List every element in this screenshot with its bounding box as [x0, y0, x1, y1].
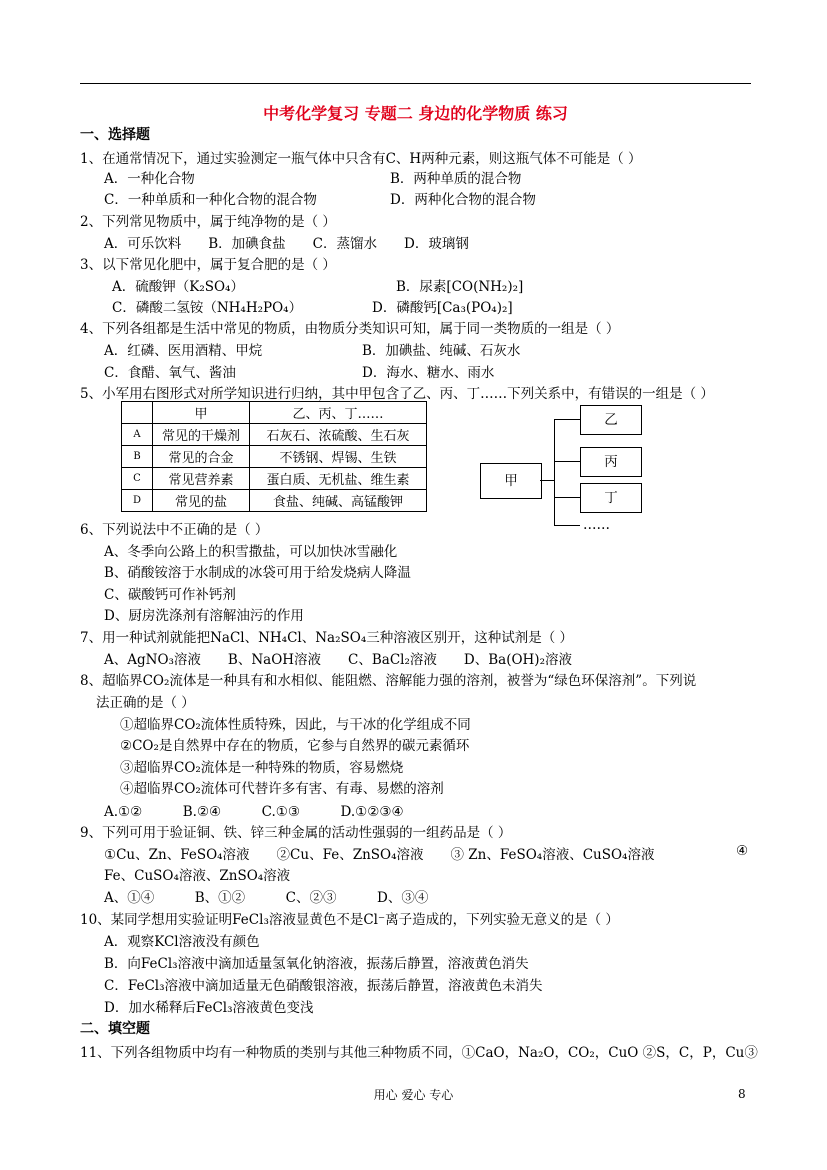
q2-options: A．可乐饮料 B．加碘食盐 C．蒸馏水 D．玻璃钢	[104, 236, 469, 252]
q6-option-d: D、厨房洗涤剂有溶解油污的作用	[104, 608, 304, 624]
page-number: 8	[738, 1087, 746, 1101]
diagram-connector	[540, 480, 554, 481]
q4-option-c: C．食醋、氧气、酱油	[104, 365, 236, 381]
diagram-root-box: 甲	[480, 463, 542, 499]
table-cell: D	[122, 490, 153, 512]
page-footer: 用心 爱心 专心	[373, 1088, 454, 1102]
question-10: 10、某同学想用实验证明FeCl₃溶液显黄色不是Cl⁻离子造成的，下列实验无意义的是（ ）	[80, 912, 619, 928]
q3-option-b: B．尿素[CO(NH₂)₂]	[396, 279, 524, 295]
diagram-more-label: ……	[583, 517, 610, 533]
question-11: 11、下列各组物质中均有一种物质的类别与其他三种物质不同，①CaO，Na₂O，CO₂，CuO ②S，C，P，Cu③	[80, 1045, 758, 1061]
question-5: 5、小军用右图形式对所学知识进行归纳，其中甲包含了乙、丙、丁……下列关系中，有错误的一组是（ ）	[80, 386, 714, 402]
table-cell: 不锈钢、焊锡、生铁	[250, 446, 427, 468]
q6-option-b: B、硝酸铵溶于水制成的冰袋可用于给发烧病人降温	[104, 565, 411, 581]
question-3: 3、以下常见化肥中，属于复合肥的是（ ）	[80, 257, 336, 273]
q1-option-a: A．一种化合物	[104, 171, 195, 187]
table-row	[122, 490, 427, 512]
q10-option-c: C．FeCl₃溶液中滴加适量无色硝酸银溶液，振荡后静置，溶液黄色未消失	[104, 978, 543, 994]
q9-reagent-set-4-label: ④	[736, 843, 749, 859]
table-cell: 常见的合金	[153, 446, 250, 468]
table-cell: 石灰石、浓硫酸、生石灰	[250, 424, 427, 446]
q8-statement-4: ④超临界CO₂流体可代替许多有害、有毒、易燃的溶剂	[120, 781, 444, 797]
table-row	[122, 446, 427, 468]
q4-option-d: D．海水、糖水、雨水	[362, 365, 495, 381]
table-cell: C	[122, 468, 153, 490]
diagram-child-box: 丁	[580, 483, 642, 513]
q4-option-a: A．红磷、医用酒精、甲烷	[104, 343, 263, 359]
q6-option-c: C、碳酸钙可作补钙剂	[104, 587, 236, 603]
q10-option-d: D．加水稀释后FeCl₃溶液黄色变浅	[104, 1000, 314, 1016]
q9-reagent-set-4: Fe、CuSO₄溶液、ZnSO₄溶液	[104, 868, 291, 884]
q6-option-a: A、冬季向公路上的积雪撒盐，可以加快冰雪融化	[104, 544, 398, 560]
table-cell: 食盐、纯碱、高锰酸钾	[250, 490, 427, 512]
diagram-branch-line	[554, 525, 580, 526]
q7-options: A、AgNO₃溶液 B、NaOH溶液 C、BaCl₂溶液 D、Ba(OH)₂溶液	[104, 652, 572, 668]
q1-option-d: D．两种化合物的混合物	[390, 192, 536, 208]
question-2: 2、下列常见物质中，属于纯净物的是（ ）	[80, 214, 336, 230]
table-cell: 常见的干燥剂	[153, 424, 250, 446]
table-row	[122, 468, 427, 490]
diagram-branch-line	[554, 419, 580, 420]
q8-statement-2: ②CO₂是自然界中存在的物质，它参与自然界的碳元素循环	[120, 738, 470, 754]
question-9: 9、下列可用于验证铜、铁、锌三种金属的活动性强弱的一组药品是（ ）	[80, 825, 512, 841]
question-8: 8、超临界CO₂流体是一种具有和水相似、能阻燃、溶解能力强的溶剂，被誉为“绿色环保溶剂”。下列说	[80, 673, 697, 689]
classification-table	[121, 401, 427, 512]
q3-option-c: C．磷酸二氢铵（NH₄H₂PO₄）	[112, 300, 303, 316]
question-6: 6、下列说法中不正确的是（ ）	[80, 522, 269, 538]
q3-option-d: D．磷酸钙[Ca₃(PO₄)₂]	[372, 300, 513, 316]
table-cell: B	[122, 446, 153, 468]
section-heading-fill: 二、填空题	[80, 1021, 150, 1037]
diagram-branch-line	[554, 497, 580, 498]
section-heading-choice: 一、选择题	[80, 127, 150, 143]
q10-option-b: B．向FeCl₃溶液中滴加适量氢氧化钠溶液，振荡后静置，溶液黄色消失	[104, 956, 529, 972]
q9-options: A、①④ B、①② C、②③ D、③④	[104, 890, 429, 906]
q9-reagent-sets: ①Cu、Zn、FeSO₄溶液 ②Cu、Fe、ZnSO₄溶液 ③ Zn、FeSO₄溶液、CuSO₄溶液	[104, 847, 655, 863]
diagram-child-box: 丙	[580, 447, 642, 477]
table-cell: 蛋白质、无机盐、维生素	[250, 468, 427, 490]
q10-option-a: A．观察KCl溶液没有颜色	[104, 934, 260, 950]
diagram-child-box: 乙	[580, 405, 642, 435]
q1-option-b: B．两种单质的混合物	[390, 171, 522, 187]
diagram-trunk-line	[554, 419, 555, 526]
question-8-cont: 法正确的是（ ）	[96, 695, 195, 711]
q8-statement-1: ①超临界CO₂流体性质特殊，因此，与干冰的化学组成不同	[120, 717, 471, 733]
table-header-cell: 乙、丙、丁……	[250, 402, 427, 424]
table-header-cell: 甲	[153, 402, 250, 424]
q8-options: A.①② B.②④ C.①③ D.①②③④	[104, 804, 404, 820]
q3-option-a: A．硫酸钾（K₂SO₄）	[112, 279, 244, 295]
header-rule	[80, 83, 751, 84]
table-cell: A	[122, 424, 153, 446]
q1-option-c: C．一种单质和一种化合物的混合物	[104, 192, 317, 208]
question-7: 7、用一种试剂就能把NaCl、NH₄Cl、Na₂SO₄三种溶液区别开，这种试剂是（ ）	[80, 630, 574, 646]
table-row	[122, 424, 427, 446]
page-title: 中考化学复习 专题二 身边的化学物质 练习	[263, 104, 568, 123]
q4-option-b: B．加碘盐、纯碱、石灰水	[362, 343, 521, 359]
question-4: 4、下列各组都是生活中常见的物质，由物质分类知识可知，属于同一类物质的一组是（ ）	[80, 321, 620, 337]
table-cell: 常见营养素	[153, 468, 250, 490]
question-1: 1、在通常情况下，通过实验测定一瓶气体中只含有C、H两种元素，则这瓶气体不可能是（ ）	[80, 151, 642, 167]
diagram-branch-line	[554, 461, 580, 462]
table-header-cell	[122, 402, 153, 424]
table-cell: 常见的盐	[153, 490, 250, 512]
table-header-row	[122, 402, 427, 424]
q8-statement-3: ③超临界CO₂流体是一种特殊的物质，容易燃烧	[120, 760, 404, 776]
